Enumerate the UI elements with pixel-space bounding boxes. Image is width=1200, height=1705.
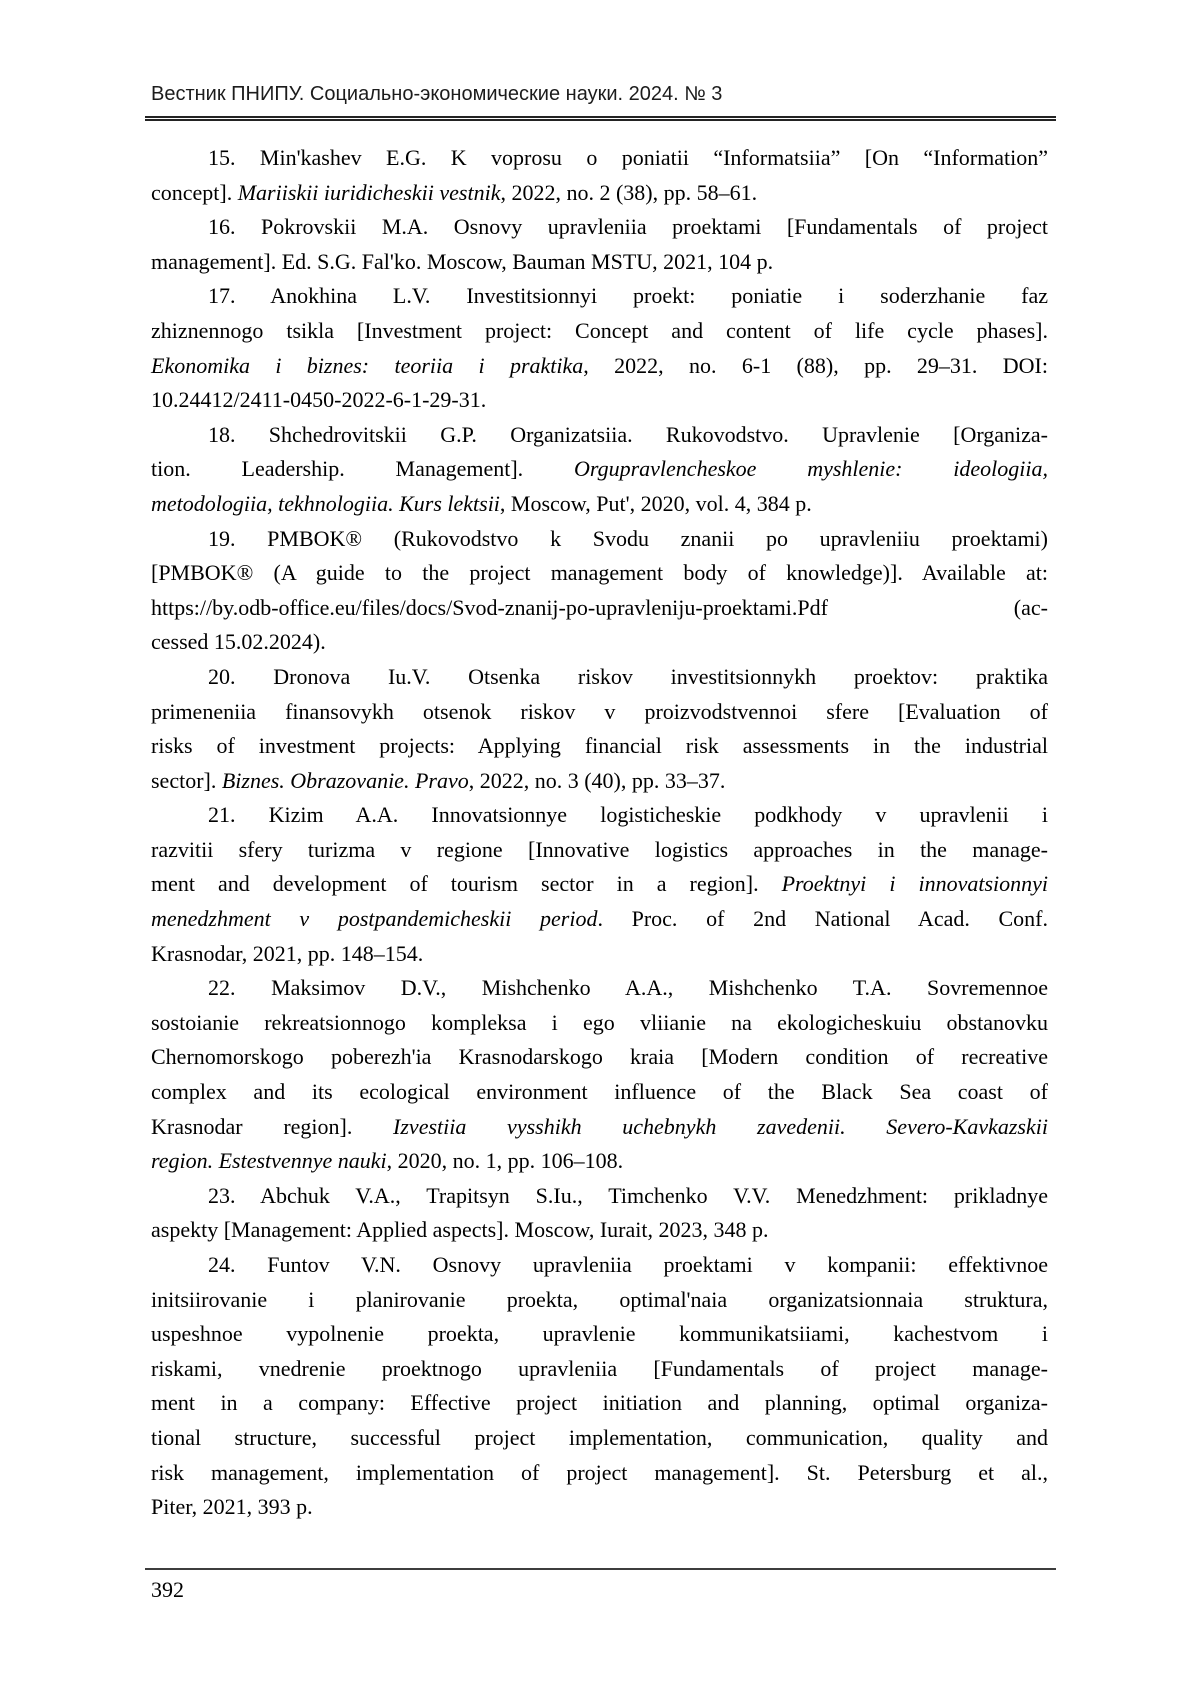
reference-line: 21. Kizim A.A. Innovatsionnye logisticheskie podkhody v upravlenii i [208, 802, 1048, 828]
reference-line: risks of investment projects: Applying financial risk assessments in the industrial [151, 733, 1048, 759]
reference-line: uspeshnoe vypolnenie proekta, upravlenie kommunikatsiiami, kachestvom i [151, 1321, 1048, 1347]
reference-line: [PMBOK® (A guide to the project management body of knowledge)]. Available at: [151, 560, 1048, 586]
reference-line: 22. Maksimov D.V., Mishchenko A.A., Mishchenko T.A. Sovremennoe [208, 975, 1048, 1001]
reference-item [151, 279, 1048, 417]
reference-line: 17. Anokhina L.V. Investitsionnyi proekt: poniatie i soderzhanie faz [208, 283, 1048, 309]
reference-line: 23. Abchuk V.A., Trapitsyn S.Iu., Timchenko V.V. Menedzhment: prikladnye [208, 1182, 1048, 1208]
reference-line: razvitii sfery turizma v regione [Innovative logistics approaches in the manage- [151, 836, 1048, 862]
reference-line: Chernomorskogo poberezh'ia Krasnodarskogo kraia [Modern condition of recreative [151, 1044, 1048, 1070]
reference-line: complex and its ecological environment influence of the Black Sea coast of [151, 1079, 1048, 1105]
reference-line: tional structure, successful project implementation, communication, quality and [151, 1424, 1048, 1450]
reference-line: primeneniia finansovykh otsenok riskov v proizvodstvennoi sfere [Evaluation of [151, 698, 1048, 724]
reference-line: 10.24412/2411-0450-2022-6-1-29-31. [151, 387, 487, 413]
reference-line: sector]. Biznes. Obrazovanie. Pravo, 2022, no. 3 (40), pp. 33–37. [151, 767, 726, 793]
header-double-rule [145, 116, 1056, 121]
reference-line: Krasnodar region]. Izvestiia vysshikh uchebnykh zavedenii. Severo-Kavkazskii [151, 1113, 1048, 1139]
reference-line: tion. Leadership. Management]. Orgupravlencheskoe myshlenie: ideologiia, [151, 456, 1048, 482]
reference-line: 15. Min'kashev E.G. K voprosu o poniatii “Informatsiia” [On “Information” [208, 145, 1048, 170]
reference-line: 18. Shchedrovitskii G.P. Organizatsiia. Rukovodstvo. Upravlenie [Organiza- [208, 421, 1048, 447]
reference-line: menedzhment v postpandemicheskii period. Proc. of 2nd National Acad. Conf. [151, 906, 1049, 932]
reference-line: https://by.odb-office.eu/files/docs/Svod-znanij-po-upravleniju-proektami.Pdf (ac- [151, 594, 1048, 620]
reference-line: metodologiia, tekhnologiia. Kurs lektsii, Moscow, Put', 2020, vol. 4, 384 p. [151, 490, 812, 516]
reference-line: risk management, implementation of project management]. St. Petersburg et al., [151, 1459, 1048, 1485]
reference-line: concept]. Mariiskii iuridicheskii vestnik, 2022, no. 2 (38), pp. 58–61. [151, 179, 758, 205]
reference-item [151, 418, 1048, 522]
journal-header: Вестник ПНИПУ. Социально-экономические науки. 2024. № 3 [151, 83, 723, 105]
reference-line: region. Estestvennye nauki, 2020, no. 1, pp. 106–108. [151, 1148, 624, 1174]
reference-line: 20. Dronova Iu.V. Otsenka riskov investitsionnykh proektov: praktika [208, 663, 1048, 689]
reference-line: management]. Ed. S.G. Fal'ko. Moscow, Bauman MSTU, 2021, 104 p. [151, 248, 774, 274]
reference-line: ment and development of tourism sector in a region]. Proektnyi i innovatsionnyi [151, 871, 1048, 897]
reference-line: cessed 15.02.2024). [151, 629, 326, 655]
reference-line: ment in a company: Effective project initiation and planning, optimal organiza- [151, 1390, 1048, 1416]
page-number: 392 [151, 1577, 184, 1602]
references-list [151, 141, 1048, 1525]
reference-line: zhiznennogo tsikla [Investment project: Concept and content of life cycle phases]. [151, 317, 1048, 343]
reference-line: Piter, 2021, 393 p. [151, 1494, 313, 1520]
reference-line: initsiirovanie i planirovanie proekta, optimal'naia organizatsionnaia struktura, [151, 1286, 1048, 1312]
reference-item [151, 971, 1048, 1179]
reference-item [151, 660, 1048, 798]
reference-line: Krasnodar, 2021, pp. 148–154. [151, 940, 424, 966]
reference-item [151, 522, 1048, 660]
reference-line: riskami, vnedrenie proektnogo upravleniia [Fundamentals of project manage- [151, 1355, 1048, 1381]
reference-line: 16. Pokrovskii M.A. Osnovy upravleniia proektami [Fundamentals of project [208, 214, 1048, 240]
reference-line: sostoianie rekreatsionnogo kompleksa i ego vliianie na ekologicheskuiu obstanovku [151, 1009, 1048, 1035]
reference-item [151, 210, 1048, 279]
reference-line: aspekty [Management: Applied aspects]. Moscow, Iurait, 2023, 348 p. [151, 1217, 769, 1243]
reference-line: Ekonomika i biznes: teoriia i praktika, 2022, no. 6-1 (88), pp. 29–31. DOI: [151, 352, 1048, 378]
reference-item [151, 141, 1048, 210]
footer-rule [145, 1568, 1056, 1570]
reference-line: 19. PMBOK® (Rukovodstvo k Svodu znanii po upravleniiu proektami) [208, 525, 1048, 551]
reference-item [151, 798, 1048, 971]
reference-item [151, 1248, 1048, 1525]
reference-item [151, 1179, 1048, 1248]
reference-line: 24. Funtov V.N. Osnovy upravleniia proektami v kompanii: effektivnoe [208, 1252, 1048, 1277]
